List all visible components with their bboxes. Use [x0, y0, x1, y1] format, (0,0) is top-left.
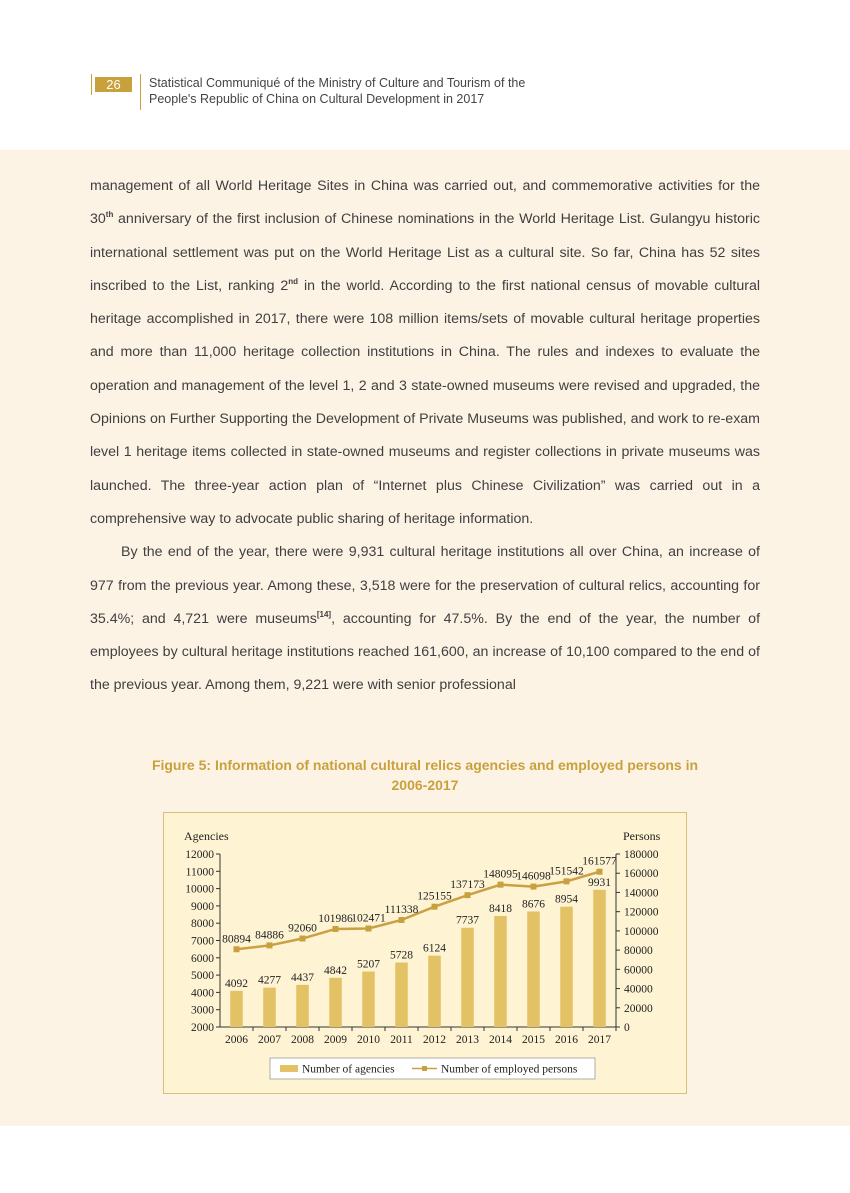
- employed-persons-value-label: 101986: [318, 912, 353, 925]
- agencies-bar-value-label: 5207: [357, 958, 380, 971]
- y-left-tick-label: 11000: [185, 866, 214, 879]
- p2-part-b: , accounting for 47.5%. By the end of the year, the number of employees by cultural heritage institutions reached 161,600, an increase of 10,100 compared to the end of the previous year. Among them, 9,221 were with senior professional: [90, 610, 761, 694]
- employed-persons-point: [597, 869, 603, 875]
- body-text: [90, 170, 760, 703]
- agencies-bar-value-label: 4842: [324, 964, 347, 977]
- page-header: [0, 0, 850, 150]
- employed-persons-value-label: 102471: [351, 912, 386, 925]
- agencies-bar: [395, 963, 408, 1027]
- running-title-line-1: Statistical Communiqué of the Ministry of Culture and Tourism of the: [149, 76, 526, 90]
- chart-frame: [163, 812, 687, 1094]
- y-right-tick-label: 140000: [624, 887, 659, 900]
- employed-persons-point: [333, 926, 339, 932]
- employed-persons-value-label: 125155: [417, 890, 452, 903]
- employed-persons-point: [234, 946, 240, 952]
- agencies-bar-value-label: 6124: [423, 942, 446, 955]
- agencies-bar-value-label: 9931: [588, 876, 611, 889]
- employed-persons-point: [564, 878, 570, 884]
- agencies-bar-value-label: 4437: [291, 971, 314, 984]
- y-left-tick-label: 8000: [191, 918, 214, 931]
- superscript-th: th: [105, 210, 114, 220]
- y-left-tick-label: 9000: [191, 900, 214, 913]
- paragraph-2: [90, 536, 760, 702]
- running-title-line-2: People's Republic of China on Cultural Development in 2017: [149, 92, 485, 106]
- header-rule-left: [91, 74, 92, 95]
- figure-title-line-2: 2006-2017: [391, 777, 459, 793]
- agencies-persons-chart: [164, 813, 686, 1093]
- agencies-bar-value-label: 8676: [522, 898, 545, 911]
- page-number: 26: [95, 77, 132, 92]
- employed-persons-point: [399, 917, 405, 923]
- running-title: [149, 75, 525, 107]
- figure-title: [130, 755, 720, 795]
- legend-swatch-agencies: [280, 1065, 298, 1072]
- legend-label-persons: Number of employed persons: [441, 1063, 578, 1076]
- x-tick-label: 2007: [258, 1034, 281, 1046]
- employed-persons-value-label: 151542: [549, 865, 584, 878]
- agencies-bar: [494, 916, 507, 1027]
- y-right-tick-label: 60000: [624, 964, 653, 977]
- y-left-tick-label: 3000: [191, 1004, 214, 1017]
- x-tick-label: 2012: [423, 1034, 446, 1046]
- x-tick-label: 2011: [390, 1034, 413, 1046]
- y-left-tick-label: 2000: [191, 1022, 214, 1034]
- legend-swatch-marker: [422, 1066, 427, 1071]
- legend-label-agencies: Number of agencies: [302, 1063, 395, 1076]
- y-left-tick-label: 5000: [191, 970, 214, 983]
- y-left-tick-label: 7000: [191, 935, 214, 948]
- y-left-tick-label: 12000: [185, 849, 214, 861]
- employed-persons-point: [432, 904, 438, 910]
- y-right-axis-label: Persons: [623, 829, 661, 843]
- agencies-bar-value-label: 5728: [390, 949, 413, 962]
- x-tick-label: 2016: [555, 1034, 578, 1046]
- agencies-bar: [560, 907, 573, 1027]
- agencies-bar-value-label: 4092: [225, 977, 248, 990]
- employed-persons-value-label: 161577: [582, 855, 617, 868]
- employed-persons-value-label: 137173: [450, 879, 485, 892]
- x-tick-label: 2015: [522, 1034, 545, 1046]
- y-right-tick-label: 20000: [624, 1002, 653, 1015]
- agencies-bar: [263, 988, 276, 1027]
- p1-part-b: anniversary of the first inclusion of Chinese nominations in the World Heritage List. Gulangyu historic international settlement was put on the World Heritage List as a cultural site. So far, China has 52 sites inscribed to the List, ranking 2: [90, 211, 760, 294]
- y-right-tick-label: 100000: [624, 925, 659, 938]
- y-right-tick-label: 120000: [624, 906, 659, 919]
- employed-persons-point: [267, 942, 273, 948]
- superscript-nd: nd: [288, 276, 299, 286]
- employed-persons-point: [465, 892, 471, 898]
- employed-persons-point: [498, 882, 504, 888]
- x-tick-label: 2008: [291, 1034, 314, 1046]
- x-tick-label: 2009: [324, 1034, 347, 1046]
- y-left-tick-label: 10000: [185, 883, 214, 896]
- employed-persons-value-label: 92060: [288, 922, 317, 935]
- footnote-ref-14: [14]: [316, 609, 332, 619]
- x-tick-label: 2006: [225, 1034, 248, 1046]
- p1-part-c: in the world. According to the first national census of movable cultural heritage accomplished in 2017, there were 108 million items/sets of movable cultural heritage properties and more than 11,000 heritage collection institutions in China. The rules and indexes to evaluate the operation and management of the level 1, 2 and 3 state-owned museums were revised and upgraded, the Opinions on Further Supporting the Development of Private Museums was published, and work to re-exam level 1 heritage items collected in state-owned museums and register collections in private museums was launched. The three-year action plan of “Internet plus Chinese Civilization” was carried out in a comprehensive way to advocate public sharing of heritage information.: [90, 277, 761, 527]
- x-tick-label: 2013: [456, 1034, 479, 1046]
- agencies-bar: [329, 978, 342, 1027]
- employed-persons-value-label: 84886: [255, 929, 284, 942]
- agencies-bar: [362, 972, 375, 1027]
- agencies-bar: [461, 928, 474, 1027]
- y-right-tick-label: 40000: [624, 983, 653, 996]
- employed-persons-value-label: 80894: [222, 933, 251, 946]
- x-tick-label: 2014: [489, 1034, 512, 1046]
- agencies-bar-value-label: 4277: [258, 974, 281, 987]
- y-left-tick-label: 4000: [191, 987, 214, 1000]
- y-right-tick-label: 0: [624, 1022, 630, 1034]
- agencies-bar: [230, 991, 243, 1027]
- header-rule-right: [140, 74, 141, 110]
- y-left-tick-label: 6000: [191, 952, 214, 965]
- employed-persons-point: [531, 884, 537, 890]
- y-right-tick-label: 180000: [624, 849, 659, 861]
- employed-persons-value-label: 148095: [483, 868, 518, 881]
- y-right-tick-label: 80000: [624, 945, 653, 958]
- agencies-bar: [428, 956, 441, 1027]
- agencies-bar: [296, 985, 309, 1027]
- agencies-bar: [527, 912, 540, 1027]
- p1-part-a: management of all World Heritage Sites in China was carried out, and commemorative activities for the 30: [90, 178, 760, 228]
- x-tick-label: 2017: [588, 1034, 611, 1046]
- employed-persons-point: [366, 926, 372, 932]
- p2-part-a: By the end of the year, there were 9,931 cultural heritage institutions all over China, an increase of 977 from the previous year. Among these, 3,518 were for the preservation of cultural relics, accounting for 35.4%; and 4,721 were museums: [90, 544, 760, 627]
- employed-persons-value-label: 111338: [384, 903, 419, 916]
- agencies-bar-value-label: 8954: [555, 893, 578, 906]
- employed-persons-value-label: 146098: [516, 870, 551, 883]
- agencies-bar-value-label: 8418: [489, 902, 512, 915]
- employed-persons-point: [300, 936, 306, 942]
- y-right-tick-label: 160000: [624, 868, 659, 881]
- paragraph-1: [90, 170, 760, 536]
- figure-title-line-1: Figure 5: Information of national cultural relics agencies and employed persons in: [151, 757, 699, 773]
- x-tick-label: 2010: [357, 1034, 380, 1046]
- agencies-bar-value-label: 7737: [456, 914, 479, 927]
- agencies-bar: [593, 890, 606, 1027]
- y-left-axis-label: Agencies: [184, 829, 229, 843]
